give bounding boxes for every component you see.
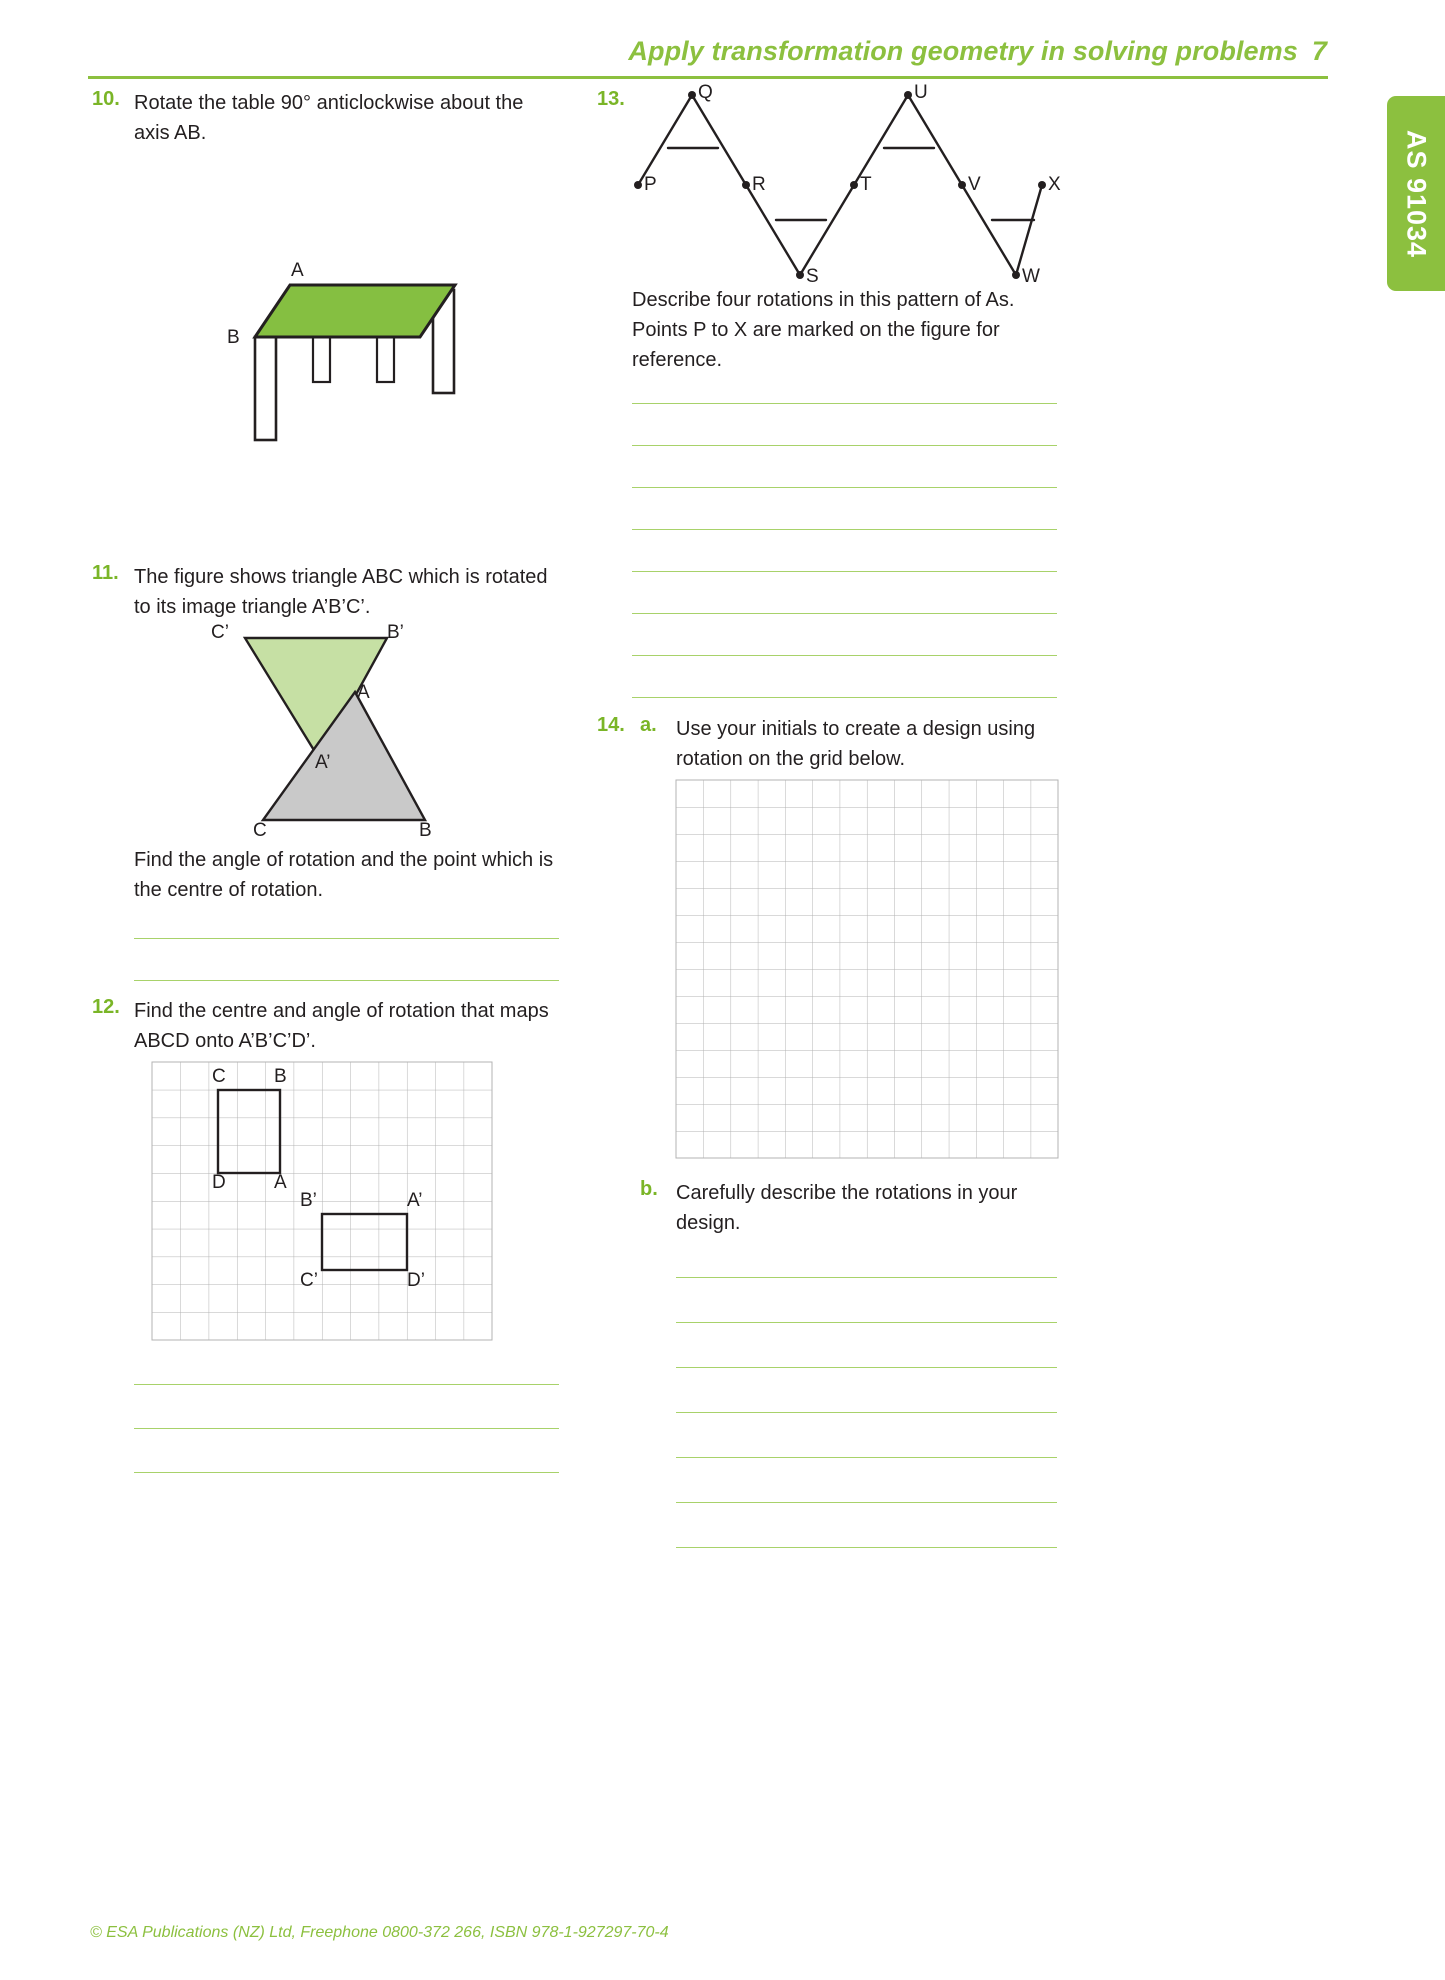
question-10-number: 10. bbox=[92, 88, 120, 110]
question-11-triangles-figure bbox=[211, 622, 465, 841]
answer-line-q14b-2[interactable] bbox=[676, 1322, 1057, 1323]
question-14a-label: a. bbox=[640, 714, 657, 736]
question-13-text: Describe four rotations in this pattern of As. Points P to X are marked on the figure for reference. bbox=[632, 289, 1015, 371]
question-14-number: 14. bbox=[597, 714, 625, 736]
grid-label-a-prime: A’ bbox=[407, 1190, 423, 1211]
zigzag-label-s: S bbox=[806, 266, 819, 287]
question-12-number: 12. bbox=[92, 996, 120, 1018]
zigzag-label-w: W bbox=[1022, 266, 1040, 287]
table-label-b: B bbox=[227, 327, 240, 348]
zigzag-label-t: T bbox=[860, 174, 872, 195]
table-label-a: A bbox=[291, 260, 304, 281]
answer-line-q13-7[interactable] bbox=[632, 655, 1057, 656]
question-11-text: The figure shows triangle ABC which is rotated to its image triangle A’B’C’. bbox=[134, 566, 548, 618]
answer-line-q12-2[interactable] bbox=[134, 1428, 559, 1429]
question-10-text: Rotate the table 90° anticlockwise about the axis AB. bbox=[134, 92, 524, 144]
grid-label-c: C bbox=[212, 1066, 226, 1087]
question-12-grid-figure bbox=[152, 1062, 492, 1340]
zigzag-label-u: U bbox=[914, 82, 928, 103]
triangle-label-c: C bbox=[253, 820, 267, 841]
answer-line-q14b-7[interactable] bbox=[676, 1547, 1057, 1548]
answer-line-q14b-5[interactable] bbox=[676, 1457, 1057, 1458]
header-title-text: Apply transformation geometry in solving problems bbox=[628, 36, 1298, 66]
question-11-followup-text: Find the angle of rotation and the point which is the centre of rotation. bbox=[134, 849, 554, 901]
zigzag-label-q: Q bbox=[698, 82, 713, 103]
zigzag-label-v: V bbox=[968, 174, 981, 195]
triangle-label-a-prime: A’ bbox=[315, 752, 331, 773]
page-header bbox=[0, 36, 1345, 67]
grid-label-a: A bbox=[274, 1172, 287, 1193]
question-14-design-grid[interactable] bbox=[676, 780, 1058, 1158]
zigzag-label-p: P bbox=[644, 174, 657, 195]
answer-line-q13-1[interactable] bbox=[632, 403, 1057, 404]
answer-line-q11-2[interactable] bbox=[134, 980, 559, 981]
answer-line-q13-6[interactable] bbox=[632, 613, 1057, 614]
answer-line-q13-4[interactable] bbox=[632, 529, 1057, 530]
answer-line-q12-3[interactable] bbox=[134, 1472, 559, 1473]
page-number: 7 bbox=[1311, 36, 1327, 66]
answer-line-q14b-1[interactable] bbox=[676, 1277, 1057, 1278]
grid-label-b-prime: B’ bbox=[300, 1190, 317, 1211]
standard-code-tab bbox=[1387, 96, 1445, 291]
answer-line-q14b-4[interactable] bbox=[676, 1412, 1057, 1413]
grid-label-c-prime: C’ bbox=[300, 1270, 318, 1291]
triangle-label-a: A bbox=[357, 682, 370, 703]
header-rule bbox=[88, 76, 1328, 79]
triangle-label-b: B bbox=[419, 820, 432, 841]
answer-line-q14b-6[interactable] bbox=[676, 1502, 1057, 1503]
standard-code-label: AS 91034 bbox=[1401, 129, 1432, 258]
answer-line-q13-3[interactable] bbox=[632, 487, 1057, 488]
answer-line-q12-1[interactable] bbox=[134, 1384, 559, 1385]
triangle-label-b-prime: B’ bbox=[387, 622, 404, 643]
question-10-table-figure bbox=[215, 255, 515, 455]
question-13-number: 13. bbox=[597, 88, 625, 110]
answer-line-q14b-3[interactable] bbox=[676, 1367, 1057, 1368]
triangle-label-c-prime: C’ bbox=[211, 622, 229, 643]
question-13-zigzag-figure bbox=[630, 82, 1061, 290]
answer-line-q13-5[interactable] bbox=[632, 571, 1057, 572]
question-11-number: 11. bbox=[92, 562, 119, 584]
answer-line-q13-8[interactable] bbox=[632, 697, 1057, 698]
question-14a-text: Use your initials to create a design using rotation on the grid below. bbox=[676, 718, 1036, 770]
footer-copyright: © ESA Publications (NZ) Ltd, Freephone 0800-372 266, ISBN 978-1-927297-70-4 bbox=[90, 1924, 669, 1941]
question-12-text: Find the centre and angle of rotation that maps ABCD onto A’B’C’D’. bbox=[134, 1000, 549, 1052]
answer-line-q13-2[interactable] bbox=[632, 445, 1057, 446]
answer-line-q11-1[interactable] bbox=[134, 938, 559, 939]
question-14b-text: Carefully describe the rotations in your design. bbox=[676, 1182, 1018, 1234]
grid-label-d: D bbox=[212, 1172, 226, 1193]
grid-label-d-prime: D’ bbox=[407, 1270, 425, 1291]
zigzag-label-r: R bbox=[752, 174, 766, 195]
zigzag-label-x: X bbox=[1048, 174, 1061, 195]
grid-label-b: B bbox=[274, 1066, 287, 1087]
question-14b-label: b. bbox=[640, 1178, 658, 1200]
